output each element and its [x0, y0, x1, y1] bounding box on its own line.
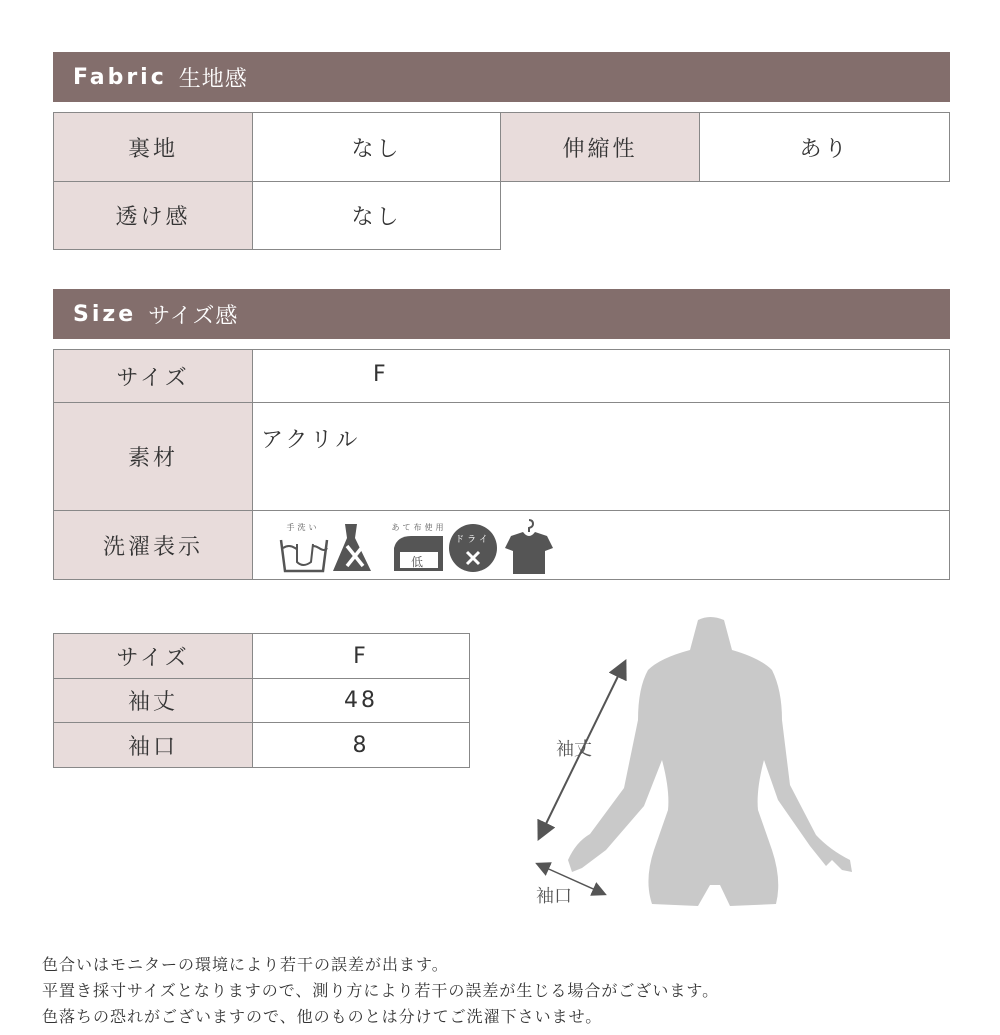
fabric-section-header: [53, 52, 950, 102]
size-title-en: Size: [73, 301, 137, 327]
fabric-title-ja: 生地感: [178, 66, 248, 92]
iron-low-icon: [392, 522, 447, 571]
note-line: 色合いはモニターの環境により若干の誤差が出ます。: [42, 955, 449, 974]
material-label: 素材: [53, 402, 253, 511]
iron-icon-top-text: あて布使用: [391, 523, 447, 532]
notes: [42, 952, 719, 1030]
measurement-diagram: [520, 610, 880, 920]
iron-icon-low-text: 低: [411, 555, 427, 569]
diagram-sleeve-length-label: 袖丈: [556, 739, 592, 760]
stretch-value: あり: [699, 112, 950, 182]
hand-wash-icon-text: 手洗い: [286, 523, 320, 532]
care-icons: [275, 516, 575, 576]
lining-value: なし: [252, 112, 501, 182]
diagram-cuff-label: 袖口: [536, 886, 572, 907]
hand-wash-icon: [281, 522, 327, 571]
sleeve-length-label: 袖丈: [53, 678, 253, 723]
mannequin-silhouette: [568, 617, 852, 906]
lining-label: 裏地: [53, 112, 253, 182]
no-bleach-icon: [333, 524, 371, 571]
sheerness-label: 透け感: [53, 181, 253, 250]
note-line: 色落ちの恐れがございますので、他のものとは分けてご洗濯下さいませ。: [42, 1007, 603, 1026]
dry-icon-text: ドライ: [455, 535, 491, 545]
hang-dry-icon: [505, 520, 553, 574]
cuff-value: 8: [252, 722, 470, 768]
care-label: 洗濯表示: [53, 510, 253, 580]
care-icons-cell: [252, 510, 950, 580]
size-title-ja: サイズ感: [148, 303, 239, 329]
note-line: 平置き採寸サイズとなりますので、測り方により若干の誤差が生じる場合がございます。: [42, 981, 720, 1000]
material-value: アクリル: [252, 402, 950, 511]
size-value: F: [252, 349, 950, 403]
no-dry-clean-icon: [449, 524, 497, 572]
size-label: サイズ: [53, 349, 253, 403]
stretch-label: 伸縮性: [500, 112, 700, 182]
cuff-label: 袖口: [53, 722, 253, 768]
size-section-header: [53, 289, 950, 339]
sleeve-length-value: 48: [252, 678, 470, 723]
measure-size-label: サイズ: [53, 633, 253, 679]
measure-size-value: F: [252, 633, 470, 679]
fabric-title-en: Fabric: [73, 64, 167, 90]
sheerness-value: なし: [252, 181, 501, 250]
